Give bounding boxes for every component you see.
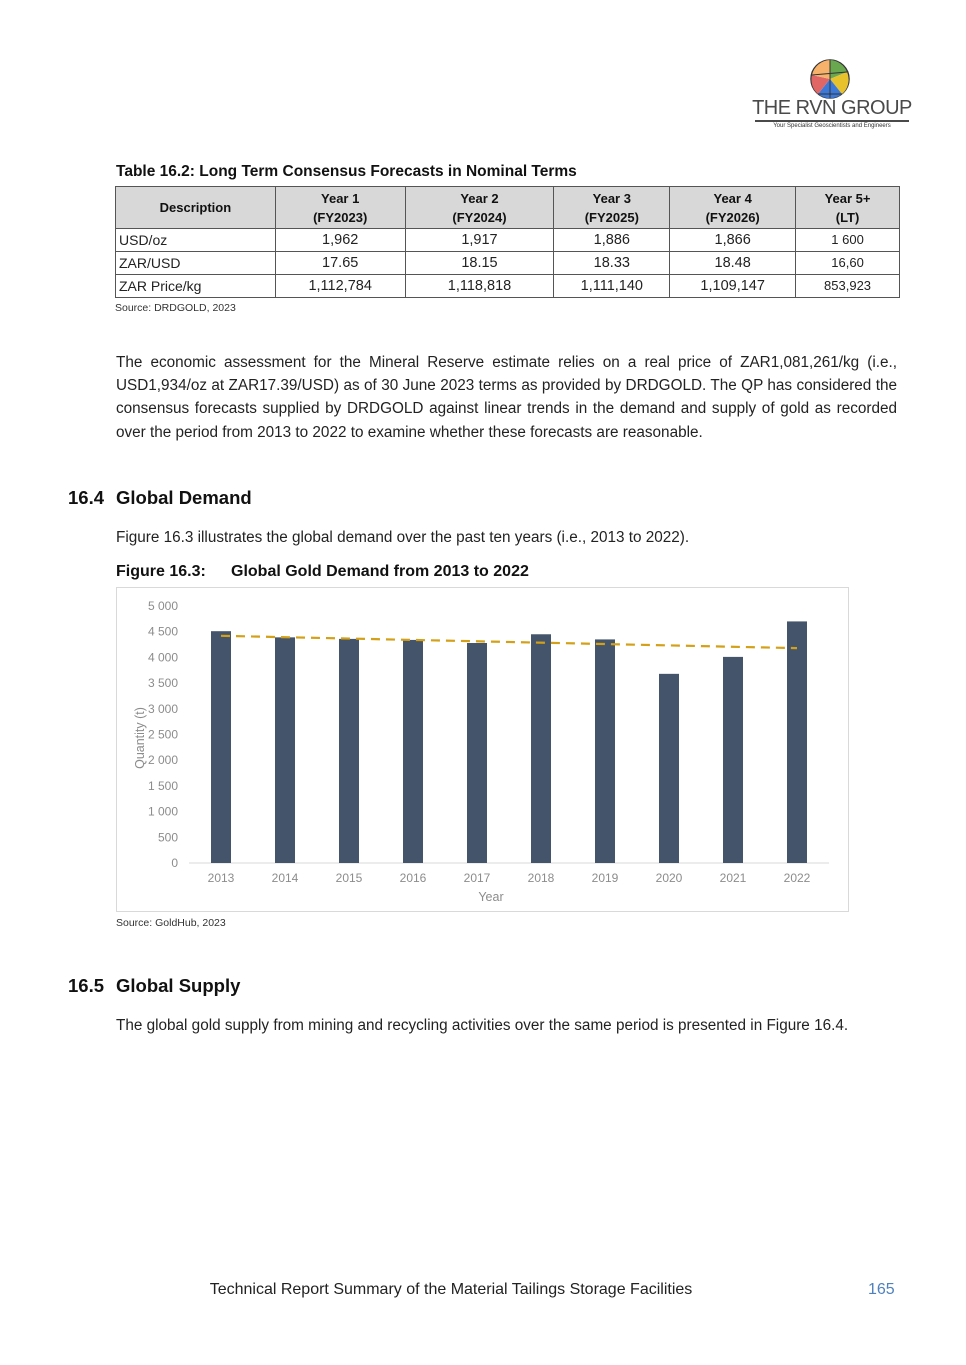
x-tick-label: 2017 — [463, 871, 491, 885]
y-tick-label: 2 500 — [147, 727, 178, 742]
table-cell: 18.48 — [670, 252, 796, 275]
header-year-4: Year 4 (FY2026) — [670, 187, 796, 229]
table-cell: 1,111,140 — [554, 275, 670, 298]
logo-name: THE RVN GROUP — [752, 97, 912, 119]
table-cell: 16,60 — [796, 252, 900, 275]
header-year-2: Year 2 (FY2024) — [405, 187, 554, 229]
table-cell: 1,866 — [670, 229, 796, 252]
x-tick-label: 2016 — [399, 871, 427, 885]
header-year-1: Year 1 (FY2023) — [275, 187, 405, 229]
section-heading-global-demand — [68, 487, 252, 509]
section-number: 16.4 — [68, 487, 105, 508]
trend-line — [221, 636, 797, 648]
x-tick-label: 2018 — [527, 871, 555, 885]
table-cell: 1,112,784 — [275, 275, 405, 298]
y-tick-label: 500 — [157, 830, 178, 845]
figure-source: Source: GoldHub, 2023 — [116, 917, 226, 929]
table-cell: 1,109,147 — [670, 275, 796, 298]
bar-2020 — [659, 674, 679, 863]
demand-chart-svg — [117, 588, 850, 913]
bar-2013 — [211, 631, 231, 863]
bar-2015 — [339, 639, 359, 863]
y-axis-title: Quantity (t) — [133, 707, 147, 769]
figure-caption: Global Gold Demand from 2013 to 2022 — [231, 563, 529, 580]
table-cell: 17.65 — [275, 252, 405, 275]
table-cell: 853,923 — [796, 275, 900, 298]
forecast-table — [115, 186, 900, 298]
x-axis-title: Year — [478, 890, 504, 904]
logo-circle-icon — [809, 58, 851, 100]
logo-tagline: Your Specialist Geoscientists and Engineers — [773, 123, 891, 129]
bar-2018 — [531, 634, 551, 863]
table-cell: ZAR Price/kg — [116, 275, 276, 298]
table-cell: 18.15 — [405, 252, 554, 275]
table-cell: 1 600 — [796, 229, 900, 252]
table-cell: USD/oz — [116, 229, 276, 252]
section-heading-global-supply — [68, 975, 240, 997]
paragraph-economic-assessment: The economic assessment for the Mineral Reserve estimate relies on a real price of ZAR1,081,261/kg (i.e., USD1,934/oz at ZAR17.39/USD) as of 30 June 2023 terms as provided by DRDGOLD. The QP has considered the consensus forecasts supplied by DRDGOLD against linear trends in the demand and supply of gold as recorded over the period from 2013 to 2022 to examine whether these forecasts are reasonable. — [116, 354, 897, 441]
table-row — [116, 252, 900, 275]
paragraph-global-supply: The global gold supply from mining and recycling activities over the same period is presented in Figure 16.4. — [116, 1017, 849, 1034]
bar-2014 — [275, 637, 295, 863]
x-tick-label: 2013 — [207, 871, 235, 885]
table-cell: 1,118,818 — [405, 275, 554, 298]
table-source: Source: DRDGOLD, 2023 — [115, 302, 236, 314]
table-cell: 1,962 — [275, 229, 405, 252]
header-description: Description — [116, 187, 276, 229]
figure-title — [116, 563, 529, 581]
footer-title: Technical Report Summary of the Material Tailings Storage Facilities — [209, 1281, 693, 1298]
x-tick-label: 2019 — [591, 871, 619, 885]
table-cell: ZAR/USD — [116, 252, 276, 275]
header-year-5: Year 5+ (LT) — [796, 187, 900, 229]
section-title: Global Supply — [116, 975, 241, 996]
company-logo — [752, 58, 912, 132]
x-tick-label: 2015 — [335, 871, 363, 885]
table-title: Table 16.2: Long Term Consensus Forecasts in Nominal Terms — [116, 163, 577, 180]
header-year-3: Year 3 (FY2025) — [554, 187, 670, 229]
table-row — [116, 229, 900, 252]
table-cell: 1,917 — [405, 229, 554, 252]
table-cell: 1,886 — [554, 229, 670, 252]
y-tick-label: 2 000 — [147, 753, 178, 768]
y-tick-label: 3 000 — [147, 701, 178, 716]
section-title: Global Demand — [116, 487, 252, 508]
x-tick-label: 2022 — [783, 871, 811, 885]
section-number: 16.5 — [68, 975, 105, 996]
paragraph-figure-intro: Figure 16.3 illustrates the global demand over the past ten years (i.e., 2013 to 2022). — [116, 529, 690, 546]
y-tick-label: 4 500 — [147, 624, 178, 639]
x-tick-label: 2014 — [271, 871, 299, 885]
y-tick-label: 0 — [171, 856, 178, 870]
demand-chart — [116, 587, 849, 912]
page-number: 165 — [868, 1281, 895, 1298]
bar-2017 — [467, 643, 487, 863]
x-tick-label: 2020 — [655, 871, 683, 885]
y-tick-label: 1 500 — [147, 778, 178, 793]
bar-2022 — [787, 621, 807, 863]
bar-2021 — [723, 657, 743, 863]
x-tick-label: 2021 — [719, 871, 747, 885]
y-tick-label: 1 000 — [147, 804, 178, 819]
table-header-row — [116, 187, 900, 229]
y-tick-label: 3 500 — [147, 676, 178, 691]
bar-2019 — [595, 639, 615, 863]
figure-label: Figure 16.3: — [116, 563, 206, 580]
table-cell: 18.33 — [554, 252, 670, 275]
bar-2016 — [403, 640, 423, 863]
table-row — [116, 275, 900, 298]
y-tick-label: 5 000 — [147, 599, 178, 613]
y-tick-label: 4 000 — [147, 650, 178, 665]
